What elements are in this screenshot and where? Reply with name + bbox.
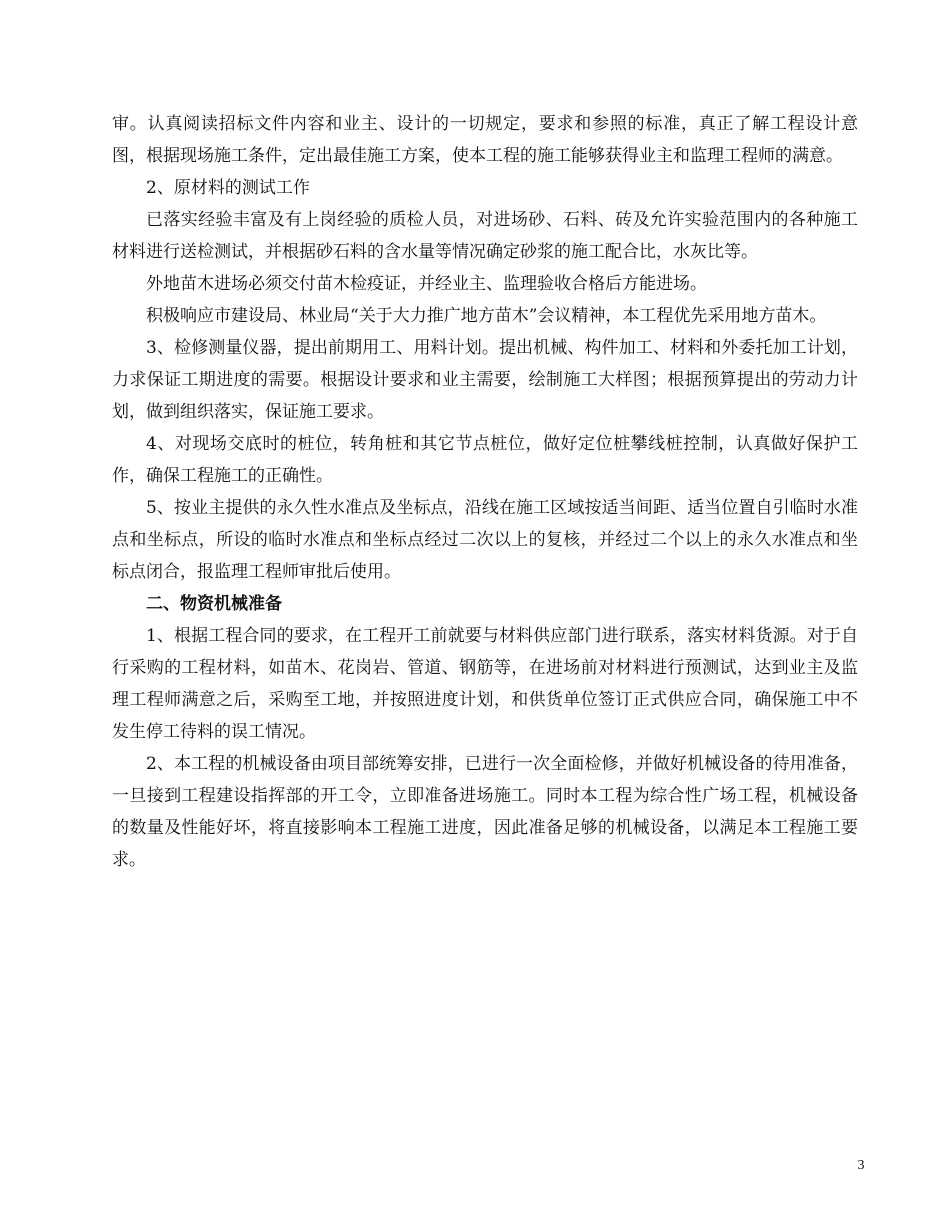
paragraph-machinery-equipment: 2、本工程的机械设备由项目部统筹安排，已进行一次全面检修，并做好机械设备的待用准备，一旦接到工程建设指挥部的开工令，立即准备进场施工。同时本工程为综合性广场工程，机械设备的数量及性能好坏，将直接影响本工程施工进度，因此准备足够的机械设备，以满足本工程施工要求。 [112,754,858,870]
document-body [112,108,858,876]
paragraph-local-seedlings: 积极响应市建设局、林业局“关于大力推广地方苗木”会议精神，本工程优先采用地方苗木。 [146,306,827,326]
paragraph-instrument-maintenance: 3、检修测量仪器，提出前期用工、用料计划。提出机械、构件加工、材料和外委托加工计划，力求保证工期进度的需要。根据设计要求和业主需要，绘制施工大样图；根据预算提出的劳动力计划，做到组织落实，保证施工要求。 [112,338,858,422]
paragraph-seedling-quarantine: 外地苗木进场必须交付苗木检疫证，并经业主、监理验收合格后方能进场。 [146,274,707,294]
paragraph-continuation: 审。认真阅读招标文件内容和业主、设计的一切规定，要求和参照的标准，真正了解工程设计意图，根据现场施工条件，定出最佳施工方案，使本工程的施工能够获得业主和监理工程师的满意。 [112,114,858,166]
page-number: 3 [857,1158,865,1173]
subheading-raw-material-testing: 2、原材料的测试工作 [146,178,310,198]
section-heading-materials-machinery: 二、物资机械准备 [146,594,282,614]
paragraph-benchmark-points: 5、按业主提供的永久性水准点及坐标点，沿线在施工区域按适当间距、适当位置自引临时水准点和坐标点，所设的临时水准点和坐标点经过二次以上的复核，并经过二个以上的永久水准点和坐标点闭合，报监理工程师审批后使用。 [112,498,858,582]
paragraph-stake-positions: 4、对现场交底时的桩位，转角桩和其它节点桩位，做好定位桩攀线桩控制，认真做好保护工作，确保工程施工的正确性。 [112,434,858,486]
paragraph-material-supply: 1、根据工程合同的要求，在工程开工前就要与材料供应部门进行联系，落实材料货源。对于自行采购的工程材料，如苗木、花岗岩、管道、钢筋等，在进场前对材料进行预测试，达到业主及监理工程师满意之后，采购至工地，并按照进度计划，和供货单位签订正式供应合同，确保施工中不发生停工待料的误工情况。 [112,626,858,742]
paragraph-quality-inspection: 已落实经验丰富及有上岗经验的质检人员，对进场砂、石料、砖及允许实验范围内的各种施工材料进行送检测试，并根据砂石料的含水量等情况确定砂浆的施工配合比，水灰比等。 [112,210,858,262]
